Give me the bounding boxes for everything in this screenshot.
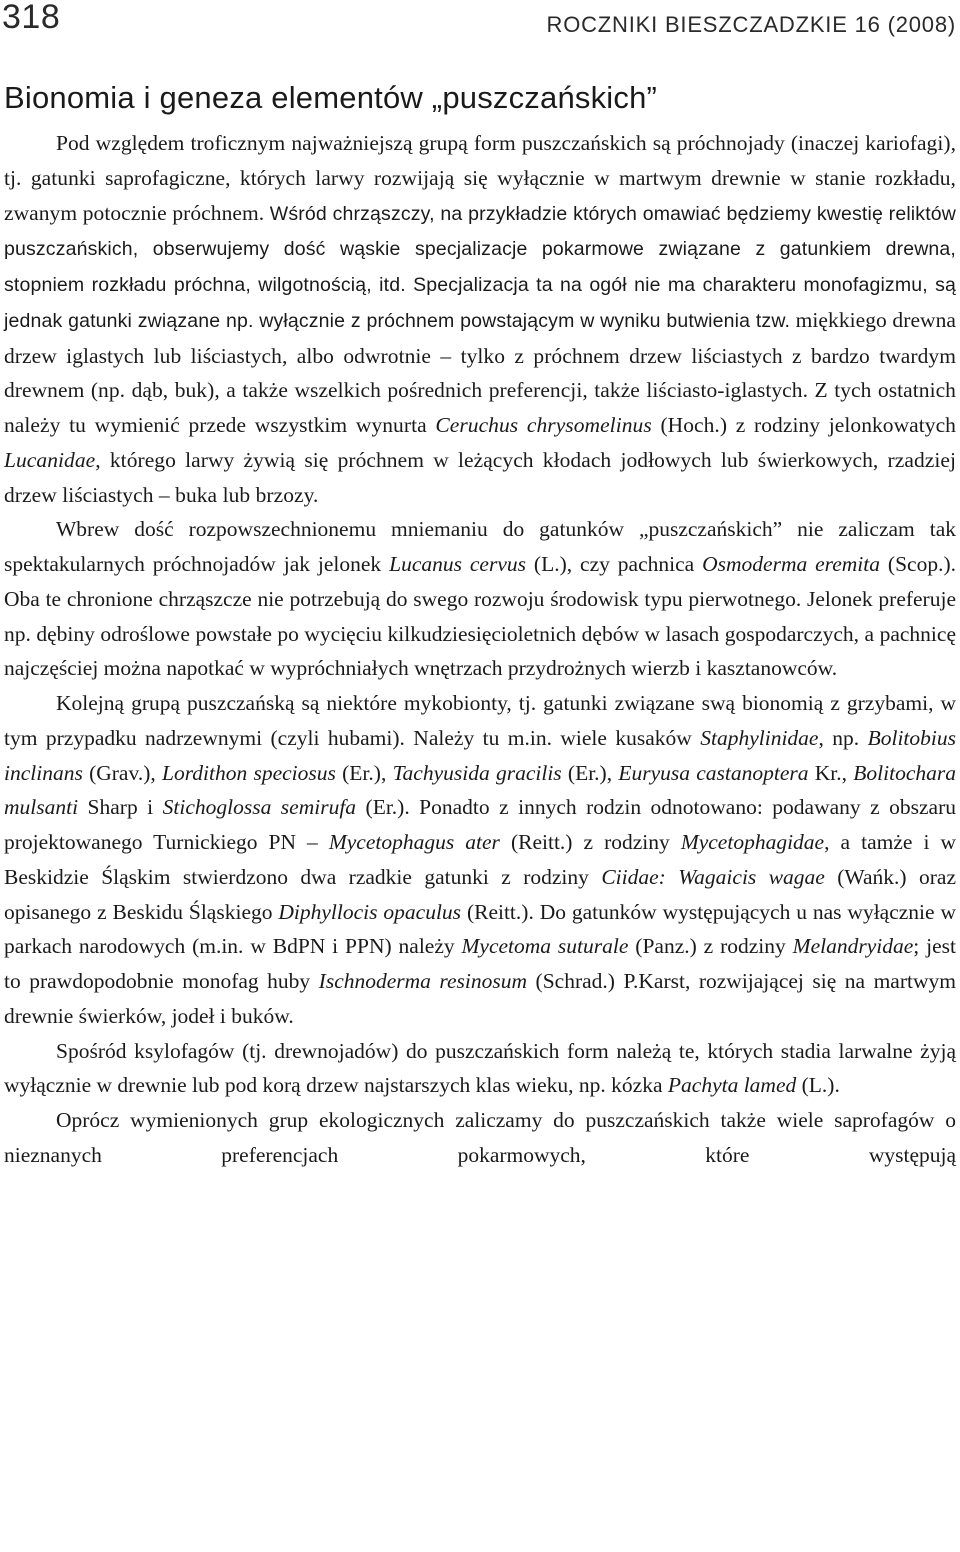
species-euryusa: Euryusa castanoptera [618, 760, 809, 785]
paragraph-3-text-i: (Reitt.) z rodziny [499, 830, 681, 854]
paragraph-3-text-j: , a tamże i w Beskidzie Śląskim stwierdzono dwa rzadkie gatunki z rodziny [4, 830, 957, 889]
paragraph-1-text-b: Wśród chrząszczy, na przykładzie których omawiać będziemy kwestię reliktów puszczańskich, obserwujemy dość wąskie specjalizacje pokarmowe związane z gatunkiem drewna, stopniem rozkładu próchna, wilgotnością, itd. Specjalizacja ta na ogół nie ma charakteru monofagizmu, są jednak gatunki związane np. wyłącznie z próchnem powstającym w wyniku butwienia tzw. [4, 202, 956, 332]
paragraph-3-text-c: (Grav.), [82, 760, 162, 785]
paragraph-1-text-c: miękkiego drewna drzew iglastych lub liściastych, albo odwrotnie – tylko z próchnem drzew liściastych z bardzo twardym drewnem (np. dąb, buk), a także wszelkich pośrednich preferencji, także liściasto-iglastych. Z tych ostatnich należy tu wymienić przede wszystkim wynurta [4, 307, 957, 437]
paragraph-5-text-a: Oprócz wymienionych grup ekologicznych zaliczamy do puszczańskich także wiele saprofagów o nieznanych preferencjach pokarmowych, które występują [4, 1108, 956, 1167]
page-number: 318 [2, 0, 61, 36]
paragraph-5 [4, 1103, 956, 1173]
paragraph-3-text-k: (Wańk.) oraz opisanego z Beskidu Śląskiego [4, 864, 956, 924]
species-stichoglossa: Stichoglossa semirufa [162, 795, 357, 820]
paragraph-3-text-m: (Panz.) z rodziny [628, 934, 793, 959]
paragraph-3-text-o: (Schrad.) P.Karst, rozwijającej się na martwym drewnie świerków, jodeł i buków. [4, 969, 956, 1028]
species-lordithon: Lordithon speciosus [162, 760, 336, 785]
paragraph-3-text-a: Kolejną grupą puszczańską są niektóre mykobionty, tj. gatunki związane swą bionomią z grzybami, w tym przypadku nadrzewnymi (czyli hubami). Należy tu m.in. wiele kusaków [4, 691, 956, 750]
species-ceruchus: Ceruchus chrysomelinus [435, 413, 652, 437]
paragraph-1-text-a: Pod względem troficznym najważniejszą grupą form puszczańskich są próchnojady (inaczej kariofagi), tj. gatunki saprofagiczne, których larwy rozwijają się wyłącznie w martwym drewnie w stanie rozkładu, zwanym potocznie próchnem. [4, 131, 956, 225]
paragraph-2-text-b: (L.), czy pachnica [526, 552, 703, 576]
article-body [4, 126, 956, 1173]
species-bolitochara: Bolitochara mulsanti [4, 760, 956, 820]
species-lucanus: Lucanus cervus [389, 552, 527, 576]
species-pachyta: Pachyta lamed [667, 1073, 797, 1098]
species-ischnoderma: Ischnoderma resinosum [318, 969, 528, 993]
paragraph-3-text-n: ; jest to prawdopodobnie monofag huby [4, 934, 956, 993]
paragraph-3-text-f: Kr., [808, 760, 854, 785]
running-header: ROCZNIKI BIESZCZADZKIE 16 (2008) [546, 12, 956, 37]
paragraph-3-text-d: (Er.), [335, 760, 393, 785]
species-diphyllocis: Diphyllocis opaculus [278, 899, 462, 924]
paragraph-3-text-h: (Er.). Ponadto z innych rodzin odnotowano: podawany z obszaru projektowanego Turnickiego PN – [4, 795, 956, 854]
family-staphylinidae: Staphylinidae [700, 725, 819, 750]
section-title: Bionomia i geneza elementów „puszczańskich” [4, 80, 658, 115]
species-mycetophagus: Mycetophagus ater [328, 830, 500, 854]
species-bolitobius: Bolitobius inclinans [4, 725, 956, 785]
page-header [0, 0, 960, 50]
paragraph-1 [4, 126, 956, 512]
paragraph-1-text-d: (Hoch.) z rodziny jelonkowatych [651, 413, 956, 437]
paragraph-3-text-b: , np. [818, 725, 868, 750]
paragraph-2 [4, 512, 956, 686]
family-mycetophagidae: Mycetophagidae [680, 830, 825, 854]
species-osmoderma: Osmoderma eremita [702, 552, 881, 576]
paragraph-3-text-e: (Er.), [561, 760, 619, 785]
species-tachyusida: Tachyusida gracilis [392, 760, 562, 785]
paragraph-4 [4, 1034, 956, 1104]
family-lucanidae: Lucanidae [4, 447, 96, 472]
paragraph-4-text-a: Spośród ksylofagów (tj. drewnojadów) do puszczańskich form należą te, których stadia larwalne żyją wyłącznie w drewnie lub pod korą drzew najstarszych klas wieku, np. kózka [4, 1038, 956, 1098]
species-wagaicis: Ciidae: Wagaicis wagae [601, 864, 825, 889]
paragraph-3-text-g: Sharp i [78, 795, 163, 820]
paragraph-4-text-b: (L.). [796, 1073, 840, 1098]
paragraph-3-text-l: (Reitt.). Do gatunków występujących u nas wyłącznie w parkach narodowych (m.in. w BdPN i PPN) należy [4, 899, 956, 959]
paragraph-2-text-c: (Scop.). Oba te chronione chrząszcze nie potrzebują do swego rozwoju środowisk typu pierwotnego. Jelonek preferuje np. dębiny odroślowe powstałe po wycięciu kilkudziesięcioletnich dębów w lasach gospodarczych, a pachnicę najczęściej można napotkać w wypróchniałych wnętrzach przydrożnych wierzb i kasztanowców. [4, 552, 956, 681]
paragraph-1-text-e: , którego larwy żywią się próchnem w leżących kłodach jodłowych lub świerkowych, rzadziej drzew liściastych – buka lub brzozy. [4, 447, 956, 507]
family-melandryidae: Melandryidae [792, 934, 914, 959]
paragraph-3 [4, 686, 956, 1034]
species-mycetoma: Mycetoma suturale [461, 934, 629, 959]
paragraph-2-text-a: Wbrew dość rozpowszechnionemu mniemaniu do gatunków „puszczańskich” nie zaliczam tak spektakularnych próchnojadów jak jelonek [4, 517, 956, 576]
